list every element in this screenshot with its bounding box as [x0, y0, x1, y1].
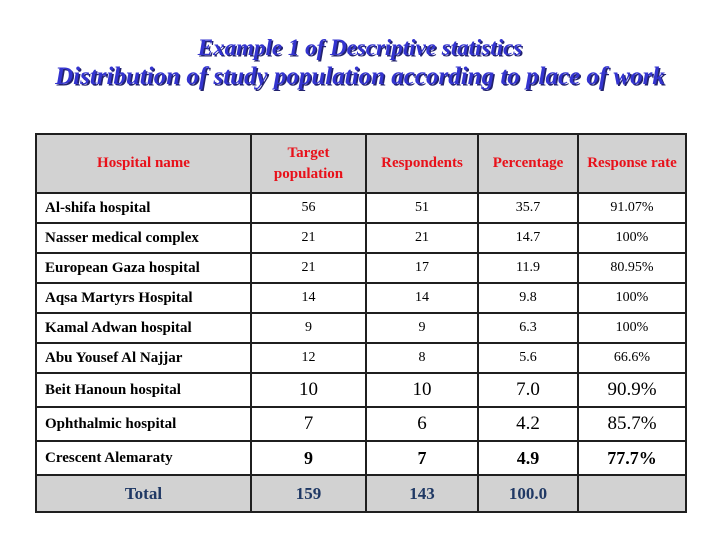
cell-percentage: 5.6: [478, 343, 578, 373]
total-label: Total: [36, 475, 251, 512]
total-percentage: 100.0: [478, 475, 578, 512]
table-body: [36, 193, 686, 512]
cell-response-rate: 85.7%: [578, 407, 686, 441]
cell-hospital-name: Ophthalmic hospital: [36, 407, 251, 441]
cell-hospital-name: Al-shifa hospital: [36, 193, 251, 223]
header-row: [36, 134, 686, 193]
cell-target-population: 21: [251, 253, 366, 283]
col-header-target-population: Target population: [251, 134, 366, 193]
cell-respondents: 17: [366, 253, 478, 283]
table-row: [36, 253, 686, 283]
cell-respondents: 14: [366, 283, 478, 313]
table-row: [36, 223, 686, 253]
slide-title: [0, 34, 720, 92]
cell-percentage: 6.3: [478, 313, 578, 343]
table-header: [36, 134, 686, 193]
cell-hospital-name: Crescent Alemaraty: [36, 441, 251, 475]
col-header-percentage: Percentage: [478, 134, 578, 193]
cell-respondents: 21: [366, 223, 478, 253]
cell-respondents: 8: [366, 343, 478, 373]
title-line-2: Distribution of study population according to place of work: [55, 63, 665, 90]
cell-percentage: 9.8: [478, 283, 578, 313]
col-header-hospital-name: Hospital name: [36, 134, 251, 193]
cell-hospital-name: Nasser medical complex: [36, 223, 251, 253]
total-response-rate: [578, 475, 686, 512]
cell-percentage: 7.0: [478, 373, 578, 407]
cell-hospital-name: Beit Hanoun hospital: [36, 373, 251, 407]
cell-response-rate: 77.7%: [578, 441, 686, 475]
cell-percentage: 4.2: [478, 407, 578, 441]
cell-percentage: 14.7: [478, 223, 578, 253]
cell-response-rate: 100%: [578, 283, 686, 313]
cell-percentage: 35.7: [478, 193, 578, 223]
col-header-respondents: Respondents: [366, 134, 478, 193]
cell-respondents: 9: [366, 313, 478, 343]
cell-response-rate: 66.6%: [578, 343, 686, 373]
cell-target-population: 12: [251, 343, 366, 373]
table-row: [36, 283, 686, 313]
cell-response-rate: 80.95%: [578, 253, 686, 283]
cell-hospital-name: Abu Yousef Al Najjar: [36, 343, 251, 373]
cell-target-population: 10: [251, 373, 366, 407]
cell-target-population: 9: [251, 441, 366, 475]
cell-response-rate: 90.9%: [578, 373, 686, 407]
cell-target-population: 56: [251, 193, 366, 223]
hospital-statistics-table: [35, 133, 687, 513]
title-line-1: Example 1 of Descriptive statistics: [197, 35, 523, 60]
total-respondents: 143: [366, 475, 478, 512]
cell-target-population: 7: [251, 407, 366, 441]
cell-hospital-name: European Gaza hospital: [36, 253, 251, 283]
cell-target-population: 21: [251, 223, 366, 253]
table-row: [36, 313, 686, 343]
cell-respondents: 51: [366, 193, 478, 223]
total-target-population: 159: [251, 475, 366, 512]
cell-respondents: 7: [366, 441, 478, 475]
cell-target-population: 14: [251, 283, 366, 313]
cell-percentage: 11.9: [478, 253, 578, 283]
table-row: [36, 343, 686, 373]
cell-response-rate: 100%: [578, 313, 686, 343]
cell-response-rate: 100%: [578, 223, 686, 253]
cell-respondents: 10: [366, 373, 478, 407]
table-row: [36, 373, 686, 407]
table-row: [36, 193, 686, 223]
table-row: [36, 407, 686, 441]
col-header-response-rate: Response rate: [578, 134, 686, 193]
cell-target-population: 9: [251, 313, 366, 343]
table-row: [36, 441, 686, 475]
cell-response-rate: 91.07%: [578, 193, 686, 223]
cell-percentage: 4.9: [478, 441, 578, 475]
cell-hospital-name: Aqsa Martyrs Hospital: [36, 283, 251, 313]
cell-respondents: 6: [366, 407, 478, 441]
total-row: [36, 475, 686, 512]
cell-hospital-name: Kamal Adwan hospital: [36, 313, 251, 343]
